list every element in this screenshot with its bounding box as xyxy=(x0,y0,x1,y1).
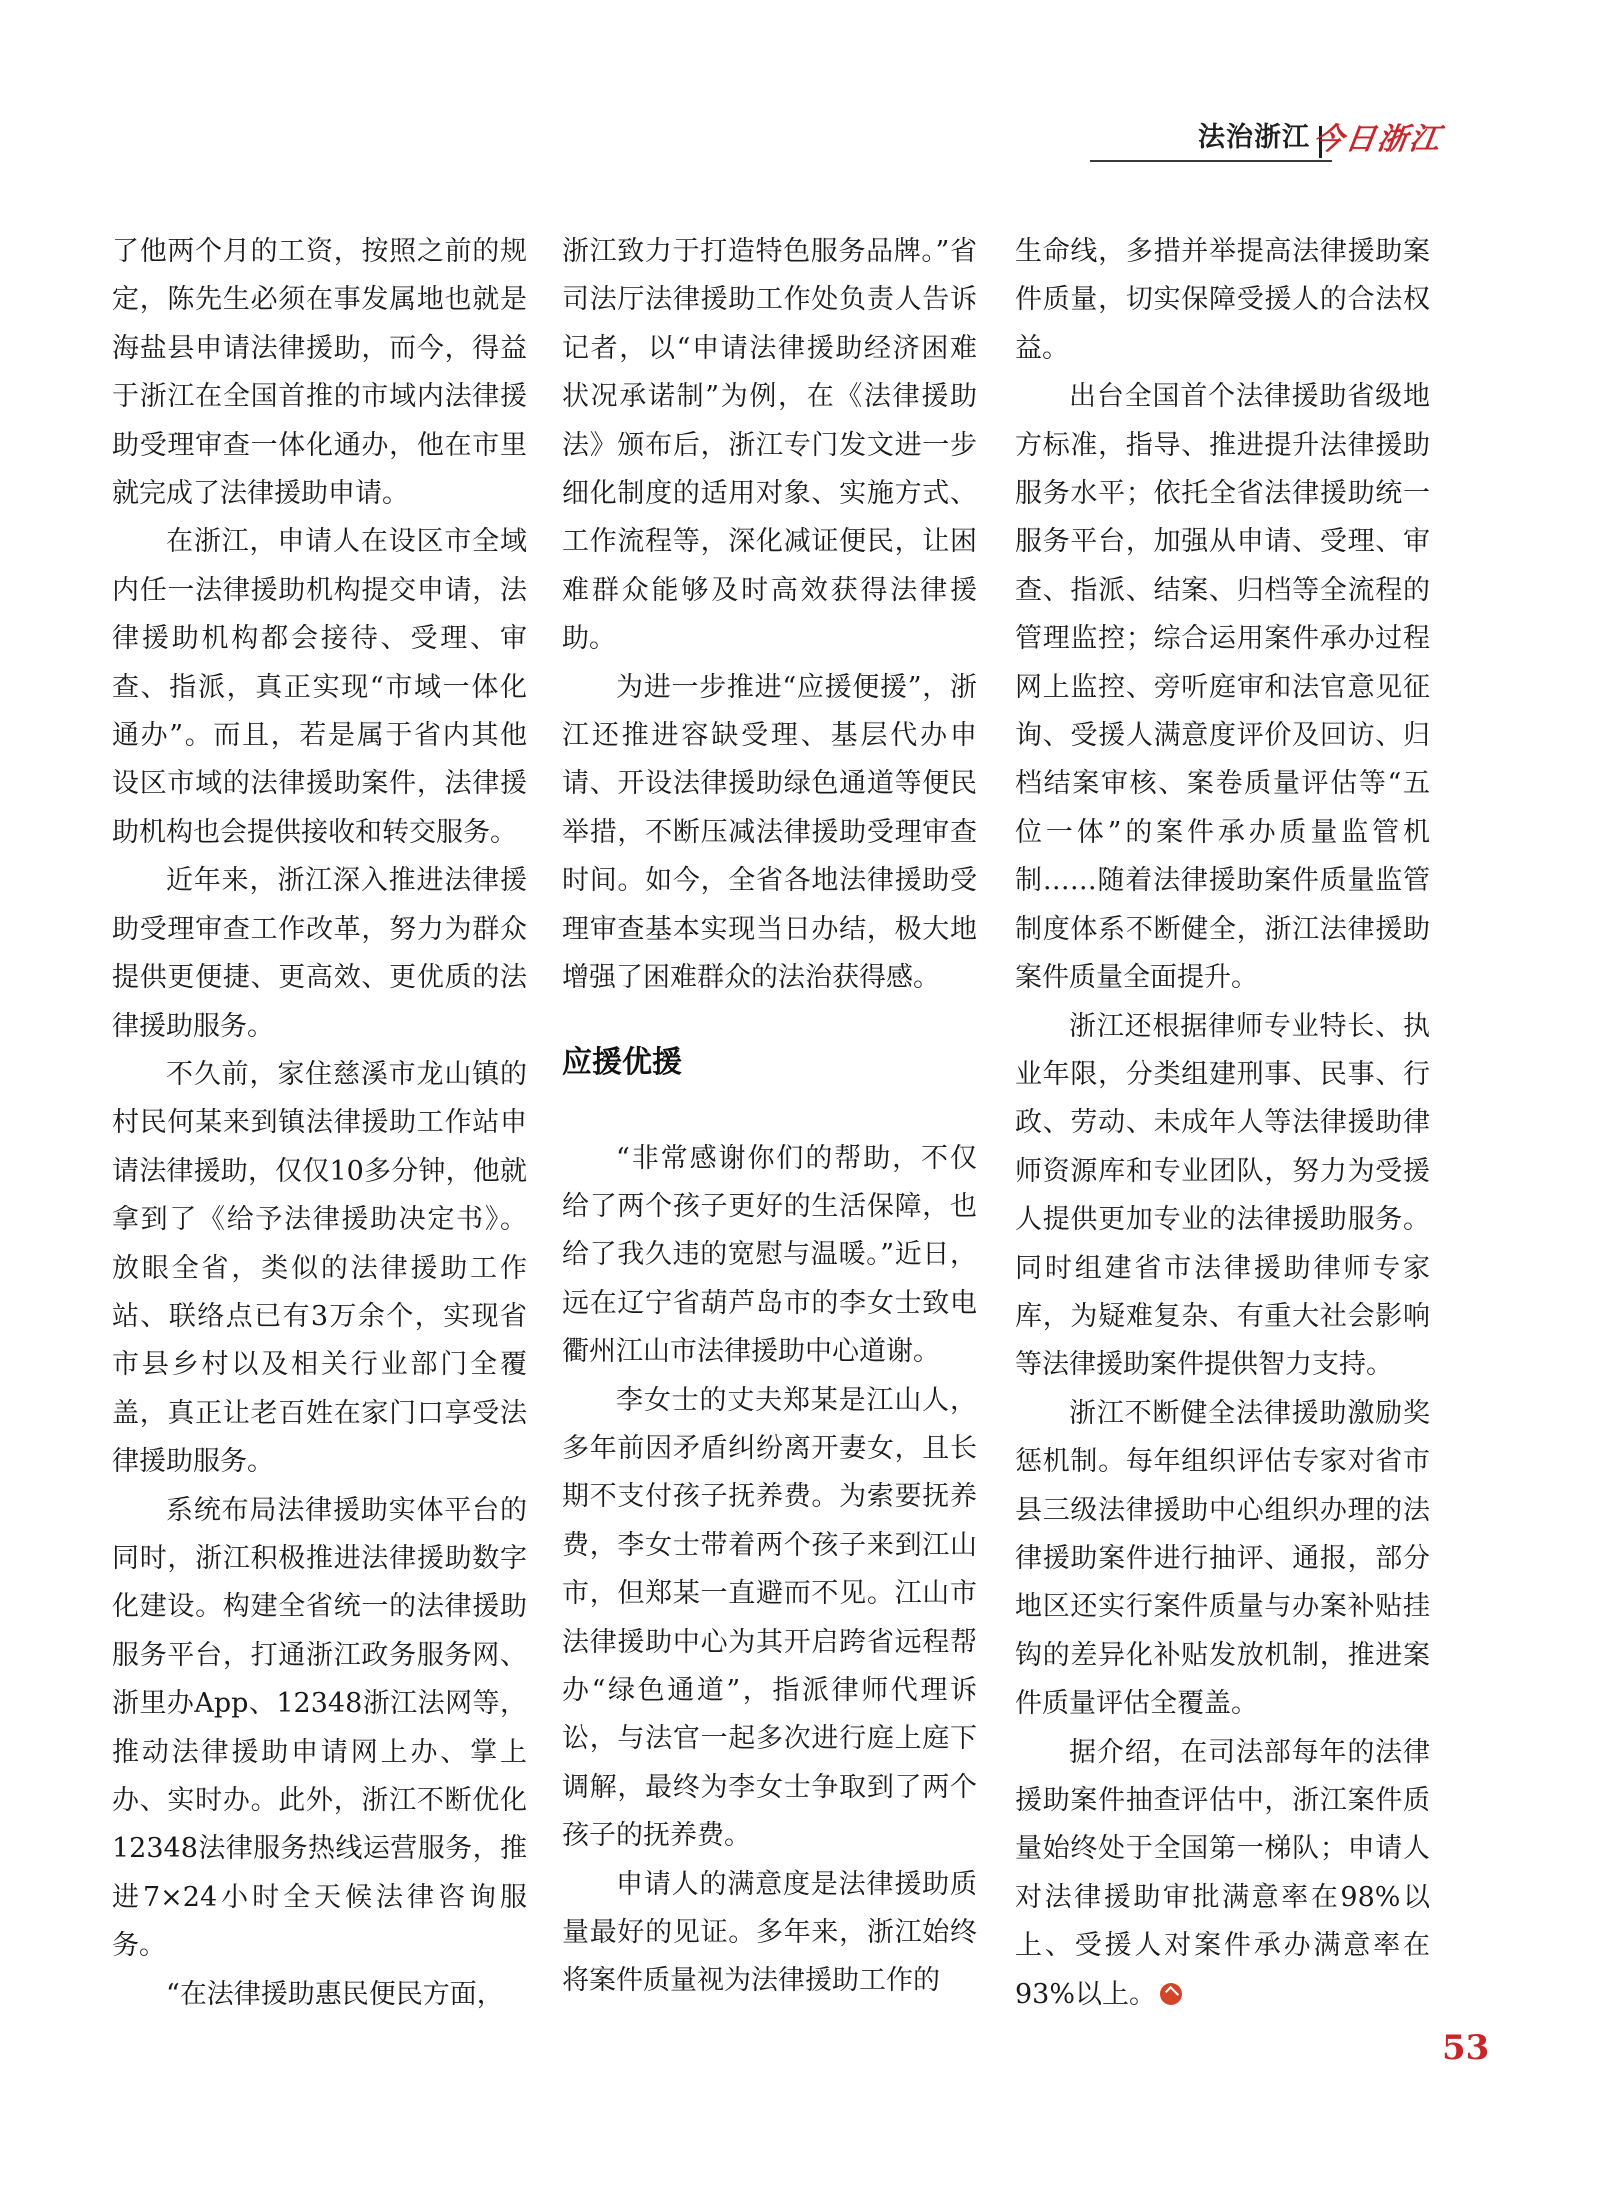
paragraph: 李女士的丈夫郑某是江山人，多年前因矛盾纠纷离开妻女，且长期不支付孩子抚养费。为索要抚养费，李女士带着两个孩子来到江山市，但郑某一直避而不见。江山市法律援助中心为其开启跨省远程帮办“绿色通道”，指派律师代理诉讼，与法官一起多次进行庭上庭下调解，最终为李女士争取到了两个孩子的抚养费。 xyxy=(562,1384,977,1852)
paragraph: 不久前，家住慈溪市龙山镇的村民何某来到镇法律援助工作站申请法律援助，仅仅10多分钟，他就拿到了《给予法律援助决定书》。放眼全省，类似的法律援助工作站、联络点已有3万余个，实现省市县乡村以及相关行业部门全覆盖，真正让老百姓在家门口享受法律援助服务。 xyxy=(112,1058,527,1478)
paragraph: 了他两个月的工资，按照之前的规定，陈先生必须在事发属地也就是海盐县申请法律援助，而今，得益于浙江在全国首推的市域内法律援助受理审查一体化通办，他在市里就完成了法律援助申请。 xyxy=(112,236,527,510)
paragraph: 申请人的满意度是法律援助质量最好的见证。多年来，浙江始终将案件质量视为法律援助工作的 xyxy=(562,1868,977,1997)
paragraph: 浙江不断健全法律援助激励奖惩机制。每年组织评估专家对省市县三级法律援助中心组织办理的法律援助案件进行抽评、通报，部分地区还实行案件质量与办案补贴挂钩的差异化补贴发放机制，推进案件质量评估全覆盖。 xyxy=(1015,1397,1430,1720)
paragraph: 生命线，多措并举提高法律援助案件质量，切实保障受援人的合法权益。 xyxy=(1015,236,1430,364)
paragraph-text: 据介绍，在司法部每年的法律援助案件抽查评估中，浙江案件质量始终处于全国第一梯队；申请人对法律援助审批满意率在98%以上、受援人对案件承办满意率在93%以上。 xyxy=(1015,1736,1430,2010)
paragraph: 在浙江，申请人在设区市全域内任一法律援助机构提交申请，法律援助机构都会接待、受理、审查、指派，真正实现“市域一体化通办”。而且，若是属于省内其他设区市域的法律援助案件，法律援助机构也会提供接收和转交服务。 xyxy=(112,526,527,848)
page-number: 53 xyxy=(1442,2028,1490,2068)
section-title: 法治浙江 xyxy=(1198,122,1310,153)
paragraph: “非常感谢你们的帮助，不仅给了两个孩子更好的生活保障，也给了我久违的宽慰与温暖。”近日，远在辽宁省葫芦岛市的李女士致电衢州江山市法律援助中心道谢。 xyxy=(562,1142,977,1368)
header-rule xyxy=(1090,160,1332,162)
paragraph: “在法律援助惠民便民方面， xyxy=(166,1978,504,2010)
page-header xyxy=(1090,112,1442,162)
paragraph: 为进一步推进“应援便援”，浙江还推进容缺受理、基层代办申请、开设法律援助绿色通道等便民举措，不断压减法律援助受理审查时间。如今，全省各地法律援助受理审查基本实现当日办结，极大地增强了困难群众的法治获得感。 xyxy=(562,671,977,994)
column-1 xyxy=(112,228,527,2019)
paragraph: 系统布局法律援助实体平台的同时，浙江积极推进法律援助数字化建设。构建全省统一的法律援助服务平台，打通浙江政务服务网、浙里办App、12348浙江法网等，推动法律援助申请网上办、掌上办、实时办。此外，浙江不断优化12348法律服务热线运营服务，推进7×24小时全天候法律咨询服务。 xyxy=(112,1494,527,1962)
column-2 xyxy=(562,228,977,2006)
paragraph: 浙江致力于打造特色服务品牌。”省司法厅法律援助工作处负责人告诉记者，以“申请法律援助经济困难状况承诺制”为例，在《法律援助法》颁布后，浙江专门发文进一步细化制度的适用对象、实施方式、工作流程等，深化减证便民，让困难群众能够及时高效获得法律援助。 xyxy=(562,236,977,655)
column-3 xyxy=(1015,228,1430,2019)
paragraph: 出台全国首个法律援助省级地方标准，指导、推进提升法律援助服务水平；依托全省法律援助统一服务平台，加强从申请、受理、审查、指派、结案、归档等全流程的管理监控；综合运用案件承办过程网上监控、旁听庭审和法官意见征询、受援人满意度评价及回访、归档结案审核、案卷质量评估等“五位一体”的案件承办质量监管机制……随着法律援助案件质量监管制度体系不断健全，浙江法律援助案件质量全面提升。 xyxy=(1015,381,1430,994)
paragraph: 近年来，浙江深入推进法律援助受理审查工作改革，努力为群众提供更便捷、更高效、更优质的法律援助服务。 xyxy=(112,865,527,1042)
paragraph-last xyxy=(1015,1729,1430,2019)
section-subheading: 应援优援 xyxy=(562,1044,682,1080)
end-mark-icon xyxy=(1160,1983,1182,2005)
magazine-logo: 今日浙江 xyxy=(1311,122,1444,157)
paragraph: 浙江还根据律师专业特长、执业年限，分类组建刑事、民事、行政、劳动、未成年人等法律援助律师资源库和专业团队，努力为受援人提供更加专业的法律援助服务。同时组建省市法律援助律师专家库，为疑难复杂、有重大社会影响等法律援助案件提供智力支持。 xyxy=(1015,1010,1430,1381)
